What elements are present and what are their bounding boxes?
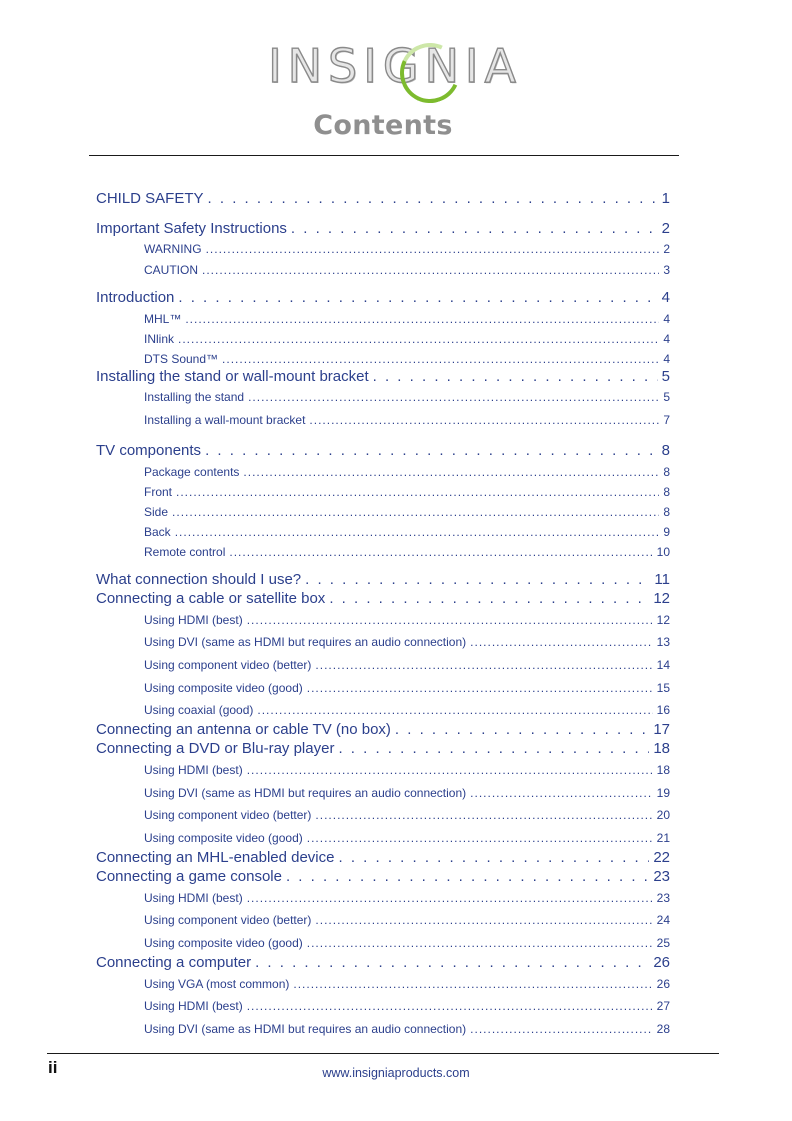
- toc-entry-title: Installing a wall-mount bracket: [144, 413, 306, 427]
- toc-entry-title: Using DVI (same as HDMI but requires an audio connection): [144, 635, 467, 649]
- toc-entry-title: Using HDMI (best): [144, 999, 243, 1013]
- toc-subsection-entry[interactable]: [144, 703, 670, 717]
- toc-entry-page: 5: [661, 368, 670, 385]
- toc-dot-leader: [307, 831, 653, 845]
- toc-entry-page: 22: [653, 849, 670, 866]
- toc-entry-title: Connecting an antenna or cable TV (no box): [96, 721, 391, 738]
- toc-dot-leader: [243, 465, 659, 479]
- toc-entry-title: Back: [144, 525, 171, 539]
- toc-subsection-entry[interactable]: [144, 352, 670, 366]
- toc-entry-page: 5: [663, 390, 670, 404]
- toc-entry-title: Important Safety Instructions: [96, 220, 287, 237]
- toc-subsection-entry[interactable]: [144, 891, 670, 905]
- toc-dot-leader: [205, 442, 658, 459]
- toc-dot-leader: [315, 658, 652, 672]
- insignia-logo: [260, 34, 530, 98]
- toc-dot-leader: [206, 242, 660, 256]
- toc-dot-leader: [291, 220, 658, 237]
- toc-subsection-entry[interactable]: [144, 977, 670, 991]
- toc-dot-leader: [286, 868, 649, 885]
- toc-entry-title: What connection should I use?: [96, 571, 302, 588]
- toc-entry-page: 16: [656, 703, 670, 717]
- toc-subsection-entry[interactable]: [144, 525, 670, 539]
- toc-dot-leader: [248, 390, 659, 404]
- toc-section-entry[interactable]: [96, 849, 670, 866]
- toc-subsection-entry[interactable]: [144, 545, 670, 559]
- toc-entry-page: 2: [663, 242, 670, 256]
- toc-entry-title: Front: [144, 485, 173, 499]
- toc-entry-page: 20: [656, 808, 670, 822]
- toc-subsection-entry[interactable]: [144, 485, 670, 499]
- toc-dot-leader: [178, 289, 657, 306]
- toc-dot-leader: [329, 590, 649, 607]
- footer-divider: [47, 1053, 719, 1054]
- toc-entry-title: Remote control: [144, 545, 226, 559]
- toc-subsection-entry[interactable]: [144, 635, 670, 649]
- toc-subsection-entry[interactable]: [144, 263, 670, 277]
- toc-section-entry[interactable]: [96, 368, 670, 385]
- toc-entry-page: 8: [663, 505, 670, 519]
- toc-dot-leader: [305, 571, 650, 588]
- toc-dot-leader: [470, 786, 652, 800]
- toc-dot-leader: [293, 977, 652, 991]
- toc-entry-title: Connecting a cable or satellite box: [96, 590, 326, 607]
- toc-entry-page: 4: [661, 289, 670, 306]
- toc-dot-leader: [247, 999, 653, 1013]
- toc-entry-page: 2: [661, 220, 670, 237]
- toc-entry-title: Connecting a computer: [96, 954, 252, 971]
- toc-subsection-entry[interactable]: [144, 505, 670, 519]
- toc-entry-page: 18: [653, 740, 670, 757]
- toc-entry-title: Using DVI (same as HDMI but requires an audio connection): [144, 1022, 467, 1036]
- toc-dot-leader: [229, 545, 652, 559]
- toc-entry-title: Using HDMI (best): [144, 891, 243, 905]
- toc-dot-leader: [172, 505, 659, 519]
- toc-entry-page: 21: [656, 831, 670, 845]
- toc-dot-leader: [255, 954, 649, 971]
- toc-subsection-entry[interactable]: [144, 786, 670, 800]
- toc-entry-title: Using component video (better): [144, 658, 312, 672]
- toc-subsection-entry[interactable]: [144, 242, 670, 256]
- toc-entry-title: Side: [144, 505, 169, 519]
- toc-section-entry[interactable]: [96, 220, 670, 237]
- toc-subsection-entry[interactable]: [144, 936, 670, 950]
- toc-entry-page: 8: [663, 465, 670, 479]
- toc-entry-page: 28: [656, 1022, 670, 1036]
- toc-entry-title: DTS Sound™: [144, 352, 219, 366]
- toc-entry-page: 12: [653, 590, 670, 607]
- toc-entry-title: Using component video (better): [144, 913, 312, 927]
- footer-url[interactable]: www.insigniaproducts.com: [322, 1066, 470, 1080]
- toc-dot-leader: [208, 190, 658, 207]
- toc-dot-leader: [395, 721, 649, 738]
- toc-dot-leader: [175, 525, 660, 539]
- toc-entry-title: Using VGA (most common): [144, 977, 290, 991]
- toc-entry-title: Connecting a DVD or Blu-ray player: [96, 740, 335, 757]
- toc-entry-title: Using HDMI (best): [144, 763, 243, 777]
- toc-entry-page: 4: [663, 332, 670, 346]
- toc-subsection-entry[interactable]: [144, 613, 670, 627]
- toc-dot-leader: [470, 635, 652, 649]
- toc-dot-leader: [315, 913, 652, 927]
- toc-subsection-entry[interactable]: [144, 465, 670, 479]
- logo-text: INSIGNIA: [268, 39, 522, 93]
- page-number: ii: [48, 1058, 58, 1077]
- toc-entry-page: 27: [656, 999, 670, 1013]
- toc-dot-leader: [470, 1022, 652, 1036]
- toc-entry-page: 19: [656, 786, 670, 800]
- toc-dot-leader: [309, 413, 659, 427]
- toc-section-entry[interactable]: [96, 590, 670, 607]
- toc-entry-title: Using composite video (good): [144, 936, 303, 950]
- toc-section-entry[interactable]: [96, 740, 670, 757]
- toc-entry-title: INlink: [144, 332, 175, 346]
- toc-entry-page: 7: [663, 413, 670, 427]
- toc-dot-leader: [222, 352, 659, 366]
- toc-entry-title: Installing the stand: [144, 390, 245, 404]
- toc-entry-page: 23: [656, 891, 670, 905]
- toc-entry-page: 11: [654, 571, 670, 588]
- toc-entry-page: 4: [663, 352, 670, 366]
- toc-subsection-entry[interactable]: [144, 312, 670, 326]
- toc-entry-page: 3: [663, 263, 670, 277]
- toc-dot-leader: [373, 368, 658, 385]
- toc-subsection-entry[interactable]: [144, 831, 670, 845]
- toc-entry-page: 18: [656, 763, 670, 777]
- toc-entry-title: TV components: [96, 442, 202, 459]
- toc-subsection-entry[interactable]: [144, 1022, 670, 1036]
- toc-entry-page: 14: [656, 658, 670, 672]
- toc-subsection-entry[interactable]: [144, 413, 670, 427]
- toc-section-entry[interactable]: [96, 442, 670, 459]
- toc-subsection-entry[interactable]: [144, 658, 670, 672]
- toc-entry-title: Using coaxial (good): [144, 703, 254, 717]
- toc-dot-leader: [178, 332, 659, 346]
- toc-dot-leader: [247, 613, 653, 627]
- title-divider: [89, 155, 679, 156]
- toc-entry-page: 26: [653, 954, 670, 971]
- toc-subsection-entry[interactable]: [144, 808, 670, 822]
- toc-entry-page: 26: [656, 977, 670, 991]
- toc-entry-page: 12: [656, 613, 670, 627]
- toc-dot-leader: [202, 263, 659, 277]
- toc-section-entry[interactable]: [96, 190, 670, 207]
- toc-entry-page: 25: [656, 936, 670, 950]
- toc-entry-page: 10: [656, 545, 670, 559]
- toc-dot-leader: [247, 763, 653, 777]
- toc-entry-page: 8: [663, 485, 670, 499]
- toc-entry-title: Using composite video (good): [144, 831, 303, 845]
- toc-entry-title: MHL™: [144, 312, 182, 326]
- toc-entry-title: Introduction: [96, 289, 175, 306]
- toc-dot-leader: [315, 808, 652, 822]
- toc-subsection-entry[interactable]: [144, 913, 670, 927]
- toc-entry-page: 24: [656, 913, 670, 927]
- toc-entry-title: CAUTION: [144, 263, 198, 277]
- toc-entry-title: Package contents: [144, 465, 240, 479]
- toc-entry-title: CHILD SAFETY: [96, 190, 204, 207]
- toc-dot-leader: [257, 703, 652, 717]
- toc-section-entry[interactable]: [96, 289, 670, 306]
- toc-subsection-entry[interactable]: [144, 681, 670, 695]
- toc-entry-page: 17: [653, 721, 670, 738]
- toc-dot-leader: [247, 891, 653, 905]
- toc-entry-page: 1: [661, 190, 670, 207]
- toc-entry-page: 4: [663, 312, 670, 326]
- page-title: Contents: [313, 110, 453, 141]
- toc-entry-page: 13: [656, 635, 670, 649]
- toc-dot-leader: [307, 681, 653, 695]
- toc-subsection-entry[interactable]: [144, 390, 670, 404]
- toc-section-entry[interactable]: [96, 571, 670, 588]
- toc-entry-title: Using HDMI (best): [144, 613, 243, 627]
- toc-entry-title: WARNING: [144, 242, 202, 256]
- toc-entry-title: Connecting an MHL-enabled device: [96, 849, 335, 866]
- toc-dot-leader: [338, 849, 649, 866]
- toc-entry-page: 8: [661, 442, 670, 459]
- toc-entry-page: 23: [653, 868, 670, 885]
- toc-dot-leader: [338, 740, 649, 757]
- toc-entry-title: Using composite video (good): [144, 681, 303, 695]
- toc-entry-title: Connecting a game console: [96, 868, 282, 885]
- toc-entry-page: 9: [663, 525, 670, 539]
- toc-entry-title: Installing the stand or wall-mount bracket: [96, 368, 369, 385]
- toc-section-entry[interactable]: [96, 954, 670, 971]
- toc-entry-title: Using DVI (same as HDMI but requires an audio connection): [144, 786, 467, 800]
- toc-dot-leader: [185, 312, 659, 326]
- toc-entry-title: Using component video (better): [144, 808, 312, 822]
- toc-dot-leader: [176, 485, 659, 499]
- toc-section-entry[interactable]: [96, 721, 670, 738]
- toc-dot-leader: [307, 936, 653, 950]
- toc-subsection-entry[interactable]: [144, 999, 670, 1013]
- toc-entry-page: 15: [656, 681, 670, 695]
- toc-subsection-entry[interactable]: [144, 763, 670, 777]
- toc-subsection-entry[interactable]: [144, 332, 670, 346]
- toc-section-entry[interactable]: [96, 868, 670, 885]
